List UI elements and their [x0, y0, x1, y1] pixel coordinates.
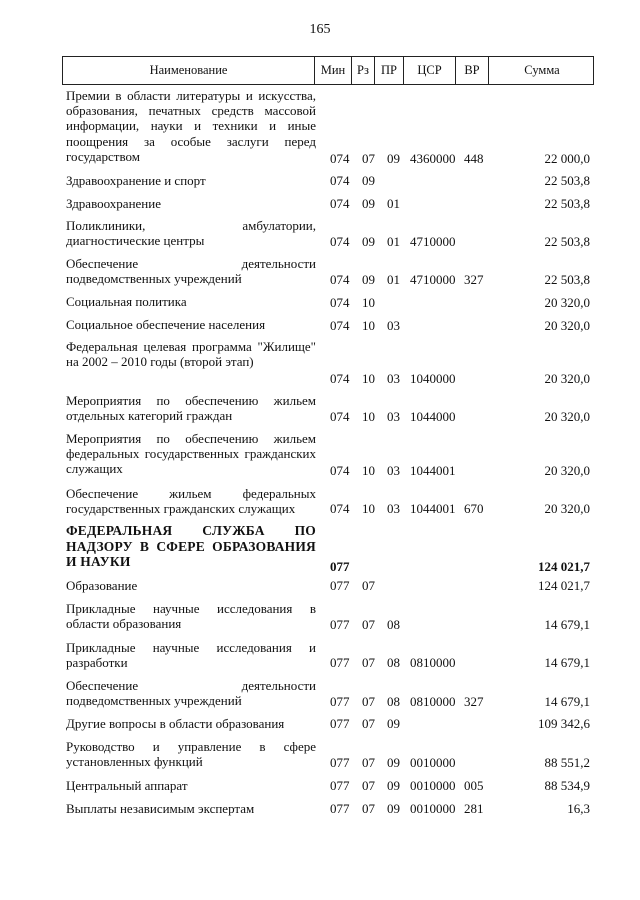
row-pr: 03	[387, 371, 400, 386]
row-name: Центральный аппарат	[66, 778, 188, 793]
row-name: Обеспечение деятельности подведомственных учреждений	[66, 678, 316, 709]
row-csr: 0010000	[410, 801, 456, 816]
table-row	[66, 640, 590, 670]
row-min: 077	[330, 655, 350, 670]
row-min: 074	[330, 501, 350, 516]
row-min: 074	[330, 409, 350, 424]
row-name: ФЕДЕРАЛЬНАЯ СЛУЖБА ПО НАДЗОРУ В СФЕРЕ ОБРАЗОВАНИЯ И НАУКИ	[66, 523, 316, 569]
table-row	[66, 218, 590, 249]
row-sum: 22 503,8	[544, 196, 590, 211]
table-row	[66, 486, 590, 516]
row-min: 074	[330, 151, 350, 166]
row-rz: 07	[362, 151, 375, 166]
header-rz: Рз	[352, 57, 375, 84]
row-rz: 10	[362, 295, 375, 310]
row-rz: 10	[362, 371, 375, 386]
row-name: Премии в области литературы и искусства, образования, печатных средств массовой информации, науки и техники и иные поощрения за особые заслуги перед государством	[66, 88, 316, 164]
row-sum: 14 679,1	[544, 617, 590, 632]
row-min: 077	[330, 778, 350, 793]
row-csr: 1044001	[410, 501, 456, 516]
row-name: Выплаты независимым экспертам	[66, 801, 255, 816]
row-csr: 1040000	[410, 371, 456, 386]
row-name: Здравоохранение и спорт	[66, 173, 206, 188]
row-rz: 07	[362, 655, 375, 670]
row-min: 074	[330, 295, 350, 310]
row-sum: 109 342,6	[538, 716, 590, 731]
row-vr: 670	[464, 501, 484, 516]
table-row	[66, 739, 590, 770]
row-pr: 01	[387, 234, 400, 249]
row-csr: 4360000	[410, 151, 456, 166]
row-sum: 124 021,7	[538, 578, 590, 593]
row-rz: 07	[362, 801, 375, 816]
row-pr: 03	[387, 409, 400, 424]
header-name: Наименование	[63, 57, 315, 84]
row-sum: 20 320,0	[544, 318, 590, 333]
row-rz: 07	[362, 694, 375, 709]
row-rz: 07	[362, 778, 375, 793]
row-min: 077	[330, 801, 350, 816]
table-row	[66, 678, 590, 709]
row-pr: 08	[387, 694, 400, 709]
row-name: Здравоохранение	[66, 196, 161, 211]
row-name: Руководство и управление в сфере установленных функций	[66, 739, 316, 770]
row-pr: 09	[387, 716, 400, 731]
row-sum: 22 000,0	[544, 151, 590, 166]
row-sum: 14 679,1	[544, 694, 590, 709]
row-min: 074	[330, 318, 350, 333]
table-row	[66, 523, 590, 574]
row-min: 074	[330, 173, 350, 188]
row-rz: 07	[362, 716, 375, 731]
row-name: Обеспечение деятельности подведомственных учреждений	[66, 256, 316, 287]
table-header	[62, 56, 594, 85]
row-min: 074	[330, 272, 350, 287]
table-row	[66, 88, 590, 166]
row-pr: 03	[387, 501, 400, 516]
row-min: 074	[330, 371, 350, 386]
row-min: 074	[330, 196, 350, 211]
row-min: 074	[330, 463, 350, 478]
row-min: 077	[330, 694, 350, 709]
row-pr: 09	[387, 755, 400, 770]
row-sum: 22 503,8	[544, 234, 590, 249]
row-sum: 20 320,0	[544, 295, 590, 310]
table-row	[66, 578, 590, 593]
header-min: Мин	[315, 57, 352, 84]
row-rz: 09	[362, 272, 375, 287]
row-sum: 14 679,1	[544, 655, 590, 670]
row-csr: 1044000	[410, 409, 456, 424]
page-number: 165	[309, 22, 331, 37]
row-name: Другие вопросы в области образования	[66, 716, 285, 731]
row-rz: 09	[362, 234, 375, 249]
row-name: Мероприятия по обеспечению жильем отдельных категорий граждан	[66, 393, 316, 424]
row-rz: 07	[362, 755, 375, 770]
row-sum: 22 503,8	[544, 272, 590, 287]
row-csr: 4710000	[410, 234, 456, 249]
row-sum: 124 021,7	[538, 559, 590, 574]
table-row	[66, 173, 590, 188]
table-row	[66, 256, 590, 287]
table-row	[66, 431, 590, 478]
row-pr: 09	[387, 778, 400, 793]
table-row	[66, 801, 590, 816]
row-sum: 20 320,0	[544, 463, 590, 478]
table-row	[66, 294, 590, 310]
table-row	[66, 339, 590, 386]
row-csr: 0010000	[410, 778, 456, 793]
table-row	[66, 393, 590, 424]
row-pr: 09	[387, 801, 400, 816]
row-rz: 10	[362, 318, 375, 333]
row-min: 077	[330, 559, 350, 574]
row-rz: 09	[362, 196, 375, 211]
row-min: 077	[330, 617, 350, 632]
row-name: Обеспечение жильем федеральных государственных гражданских служащих	[66, 486, 316, 517]
row-pr: 08	[387, 617, 400, 632]
row-rz: 07	[362, 617, 375, 632]
row-sum: 20 320,0	[544, 501, 590, 516]
row-min: 077	[330, 578, 350, 593]
row-name: Прикладные научные исследования и разработки	[66, 640, 316, 671]
row-pr: 03	[387, 463, 400, 478]
row-name: Прикладные научные исследования в области образования	[66, 601, 316, 632]
row-sum: 16,3	[567, 801, 590, 816]
table-row	[66, 196, 590, 211]
row-vr: 005	[464, 778, 484, 793]
row-pr: 08	[387, 655, 400, 670]
row-rz: 09	[362, 173, 375, 188]
row-rz: 10	[362, 409, 375, 424]
row-pr: 01	[387, 272, 400, 287]
row-pr: 09	[387, 151, 400, 166]
header-sum: Сумма	[524, 63, 560, 77]
row-rz: 07	[362, 578, 375, 593]
row-min: 077	[330, 755, 350, 770]
row-csr: 0810000	[410, 694, 456, 709]
row-min: 074	[330, 234, 350, 249]
header-vr: ВР	[456, 57, 489, 84]
row-vr: 327	[464, 694, 484, 709]
row-pr: 01	[387, 196, 400, 211]
table-row	[66, 601, 590, 632]
row-name: Мероприятия по обеспечению жильем федеральных государственных гражданских служащих	[66, 431, 316, 477]
row-name: Социальное обеспечение населения	[66, 317, 266, 332]
row-name: Социальная политика	[66, 294, 187, 309]
row-name: Образование	[66, 578, 138, 593]
header-csr: ЦСР	[404, 57, 456, 84]
row-name: Поликлиники, амбулатории, диагностические центры	[66, 218, 316, 249]
row-min: 077	[330, 716, 350, 731]
table-row	[66, 716, 590, 731]
row-vr: 327	[464, 272, 484, 287]
row-sum: 20 320,0	[544, 371, 590, 386]
header-pr: ПР	[375, 57, 404, 84]
row-csr: 4710000	[410, 272, 456, 287]
row-csr: 0010000	[410, 755, 456, 770]
row-sum: 22 503,8	[544, 173, 590, 188]
row-name: Федеральная целевая программа "Жилище" на 2002 – 2010 годы (второй этап)	[66, 339, 316, 370]
row-sum: 88 534,9	[544, 778, 590, 793]
row-rz: 10	[362, 501, 375, 516]
row-csr: 1044001	[410, 463, 456, 478]
row-pr: 03	[387, 318, 400, 333]
table-row	[66, 317, 590, 333]
row-sum: 88 551,2	[544, 755, 590, 770]
row-vr: 281	[464, 801, 484, 816]
row-rz: 10	[362, 463, 375, 478]
table-row	[66, 778, 590, 793]
row-sum: 20 320,0	[544, 409, 590, 424]
row-csr: 0810000	[410, 655, 456, 670]
row-vr: 448	[464, 151, 484, 166]
